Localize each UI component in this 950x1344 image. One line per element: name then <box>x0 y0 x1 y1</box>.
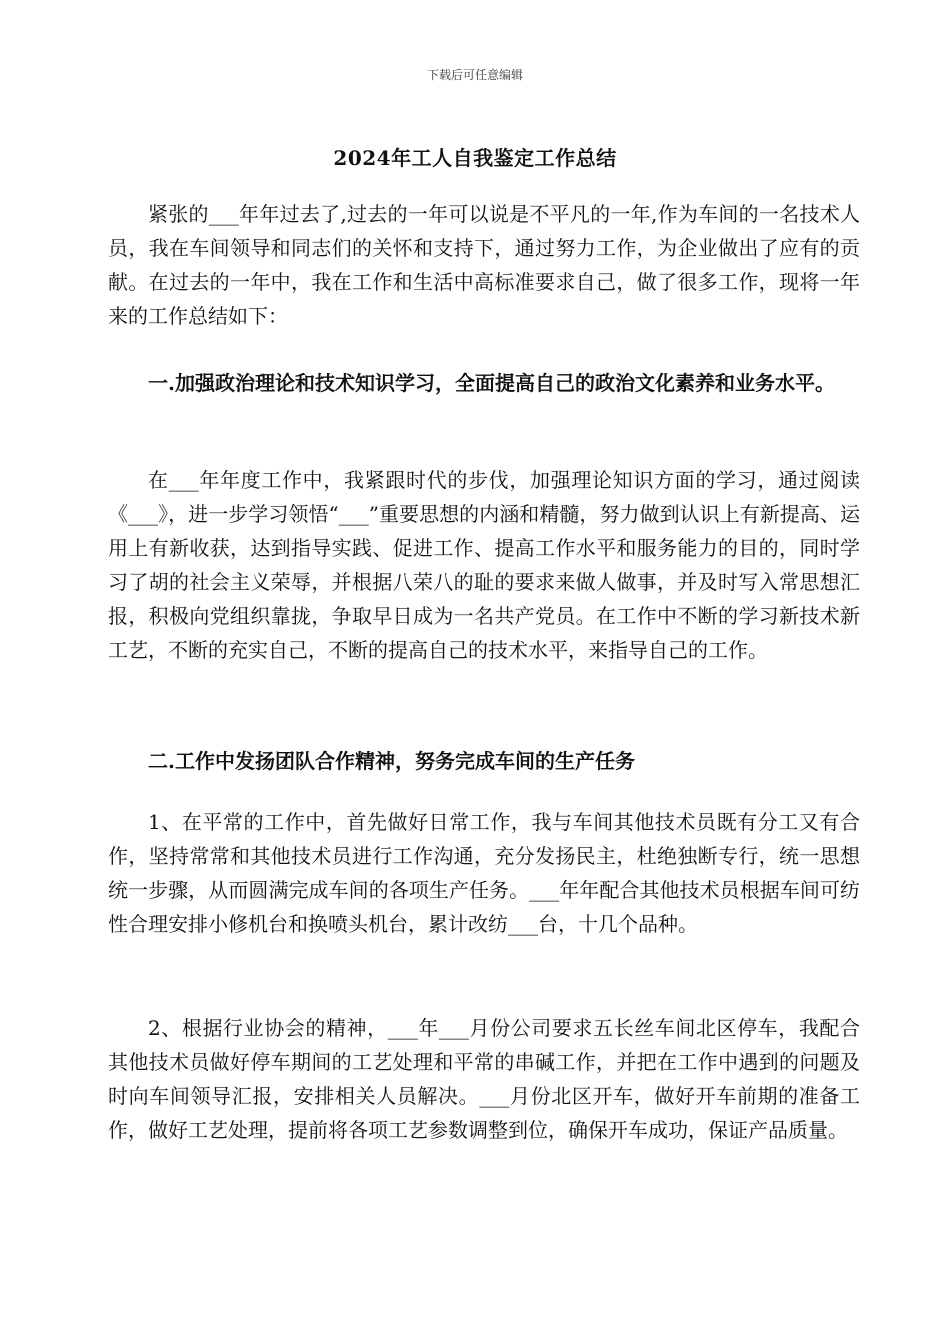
document-title: 2024年工人自我鉴定工作总结 <box>333 146 617 170</box>
section-1-paragraph: 在___年年度工作中，我紧跟时代的步伐，加强理论知识方面的学习，通过阅读《___》，进一步学习领悟“___”重要思想的内涵和精髓，努力做到认识上有新提高、运用上有新收获，达到指导实践、促进工作、提高工作水平和服务能力的目的，同时学习了胡的社会主义荣辱，并根据八荣八的耻的要求来做人做事，并及时写入常思想汇报，积极向党组织靠拢，争取早日成为一名共产党员。在工作中不断的学习新技术新工艺，不断的充实自己，不断的提高自己的技术水平，来指导自己的工作。 <box>108 468 860 662</box>
intro-paragraph: 紧张的___年年过去了,过去的一年可以说是不平凡的一年,作为车间的一名技术人员，我在车间领导和同志们的关怀和支持下，通过努力工作，为企业做出了应有的贡献。在过去的一年中，我在工作和生活中高标准要求自己，做了很多工作，现将一年来的工作总结如下： <box>108 202 860 328</box>
section-2-heading: 二.工作中发扬团队合作精神，努务完成车间的生产任务 <box>148 749 635 773</box>
section-1-heading: 一.加强政治理论和技术知识学习，全面提高自己的政治文化素养和业务水平。 <box>148 371 835 395</box>
section-2-paragraph-2: 2、根据行业协会的精神，___年___月份公司要求五长丝车间北区停车，我配合其他技术员做好停车期间的工艺处理和平常的串碱工作，并把在工作中遇到的问题及时向车间领导汇报，安排相关人员解决。___月份北区开车，做好开车前期的准备工作，做好工艺处理，提前将各项工艺参数调整到位，确保开车成功，保证产品质量。 <box>108 1016 860 1142</box>
section-2-paragraph-1: 1、在平常的工作中，首先做好日常工作，我与车间其他技术员既有分工又有合作，坚持常常和其他技术员进行工作沟通，充分发扬民主，杜绝独断专行，统一思想统一步骤，从而圆满完成车间的各项生产任务。___年年配合其他技术员根据车间可纺性合理安排小修机台和换喷头机台，累计改纺___台，十几个品种。 <box>108 810 860 936</box>
header-note: 下载后可任意编辑 <box>426 68 523 82</box>
